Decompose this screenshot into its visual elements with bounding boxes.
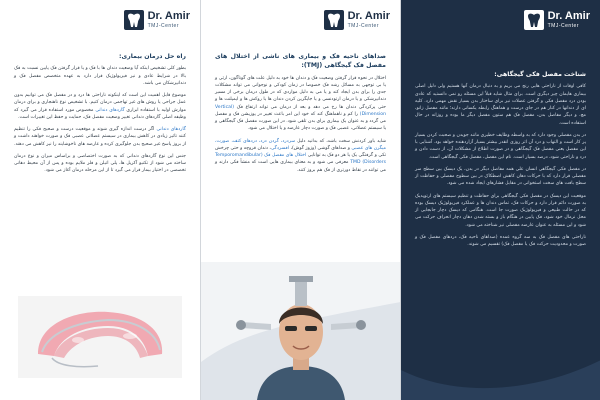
right-page [400,0,600,400]
brand-subtitle: TMJ-Center [347,23,380,29]
tooth-logo-icon [524,10,544,30]
highlight-dental-guards: گاردهای دندانی [95,107,125,113]
left-text-column [14,52,186,180]
brand-subtitle: TMJ-Center [147,23,180,29]
middle-paragraph-1: اختلال در نحوه قرار گرفتن وضعیت فک و دندان ها خود به دلیل علت های گوناگون، ارثی و یا بی توجهی به مسائل رشد فک خصوصا در زمان کودکی و نوجوانی می تواند مشکلات جدی را برای بدن ایجاد کند و یا می به دلیل مواردی که در طول درمان برخی از مسیر دندانپزشکی و یا درمان ارتودنسی و یا جایگزین کردن دندان ها یا روکش ها و ایمپلنت ها و حتی پرکردگی دندان ها رخ می دهد و بعد از درمان می تواند ارتفاع فک (Vertical Dimension) را کم و ناهماهنگ کند که خود این امر باعث تغییر در پوزیشن فک و مفصل می گردد و به عنوان یک بیماری برای بدن تلقی شود. در این صورت مفصل فک گیجگاهی و یا سیستم عضلانی، عصبی فک و صورت دچار عارضه و یا اختلال می شود. [215,75,386,132]
brand-subtitle: TMJ-Center [547,23,580,29]
decorative-curve [401,330,600,400]
right-paragraph-2: در بدن مفصلی وجود دارد که به واسطه وظایف خطیری مانند جویدن و صحبت کردن بسیار پر کار است و التهاب و درد آن اثر روزی انقدر بیشتر بسیار آزاردهنده خواهد بود. آشنایی با این مفصل یعنی مفصل فک گیجگاهی و در صورت اطلاع از مشکلات آن، از دست دادن و درد و ناراحتی شود، درصد بسیار است. نام این مفصل، مفصل فکی گیجگاهی است. [415,132,586,160]
patient-photo [201,262,400,400]
left-paragraph-2: موضوع قابل اهمیت این است که اینکونه ناراحتی ها درد و در مفصل فک می توانیم بدون عمل جراحی یا روش های غیر تهاجمی درمان کنیم. با تشخیص نوع ناهنجاری و برای درمان موارش اولیه با استفاده ابزاری گاردهای دندانی مخصوص مورد استفاده قرار می گیرد که وظیفه اصلی گاردهای دندانی تغییر وضعیت مفصل فک، حمایت و حفظ این تغییرات است. [14,93,186,120]
highlight-vertical-dimension: (Vertical Dimension) [215,104,386,117]
right-heading: شناخت مفصل فکی گیجگاهی: [494,71,586,78]
left-paragraph-3: گاردهای دندانی اگر درست اندازه گیری شوند و موقعیت درست و صحیح فکی را تنظیم کنند تاثیر زیادی در کاهش بیماری در سیستم عضلانی عصبی فک و صورت خواهند داشت و از بروز پاسخ غیر صحیح بدن جلوگیری کرده و عارضه های ناخوشایند را نیز کاهش می دهند. [14,127,186,147]
tooth-logo-icon [124,10,144,30]
left-paragraph-4: جنس این نوع گاردهای دندانی که به صورت اختصاصی و براساس میزان و نوع درمان ساخته می شود از تکنیو آکریل ها، پلی اتیلن و فلز ملایم بوده و پس از آن محیط دهانی تخصصی در اختیار بیمار قرار می گیرد تا از این مرحله درمان آغاز می شود. [14,153,186,174]
middle-text-column [215,52,386,179]
brand-logo [524,8,590,32]
tooth-logo-icon [324,10,344,30]
right-paragraph-1: کافی اوقات از ناراحتی هایی رنج می بریم و به دنبال درمان آنها هستیم ولی دلیل اصلی بیماری هایمان چیز دیگری است. برای مثال شاید قبلاً این مسئله رو نمی دانستید که عادی بودن درد مفصل فکی و گرفتن عضلات نیز برای ساختار بدن بسیار نقش مهمی دارد. کلیه ای از دندانها در کنار هم در جای درست و هماهنگ رابطه یکسانی دارند؛ مانند مفصل زانو، مچ، و دیگر مفاصل بدن، مفصل فک هم ستون مفصل دیگر ما بوده و روزانه در حال استفاده است. [415,84,586,126]
right-text-column [415,70,586,253]
dental-guard-photo [18,296,182,378]
highlight-dental-guards-2: گاردهای دندانی [156,127,186,133]
brand-logo [124,8,190,32]
middle-heading: صداهای ناحیه فک و بیماری های ناشی از اختلال های مفصل فک گیجگاهی (TMJ): [215,53,386,70]
brand-name: Dr. Amir [147,10,190,22]
right-paragraph-5: ناراحتی های مفصل فک به سه گروه عمده (صداهای ناحیه فک، دردهای مفصل فک و صورت و محدودیت حرکت فک یا مفصل فک) تقسیم می شوند. [415,234,586,248]
brand-logo [324,8,390,32]
right-paragraph-4: موقعیت این دیسک در مفصل فکی گیجگاهی برای حفاظت و تنظیم سیستم های ارتوپدیک به صورت دائم قرار دارد و حرکات فک، تماس دندان ها و عملکرد فیزیولوژیک دیسک بوده که در حالت طبیعی و فیزیولوژیک صورت جا است. هنگامی که دیسک دچار جابجایی از محل نرمال خود شود، فک پایین در هنگام باز و بسته شدن دهان دچار انحراف حرکت می شود و این مسئله به عنوان عارضه مفصلی نیز شناخته می شود. [415,193,586,228]
right-paragraph-3: در مفصل فکی گیجگاهی انسان علی همه مفاصل دیگر در بدن، یک دیسک بین سطح سر مفصلی قرار دارد که با حرکات دهان کاهش اصطکاک در بین سطوح مفصلی و حفاظت از سطح بافت های سخت استخوانی در مقابل فشارهای ایجاد شده می شود. [415,166,586,187]
left-paragraph-1: بطور کلی تشخیص اینکه آیا وضعیت دندان ها با فک و یا قرار گرفتن فک پایین نسبت به فک بالا در شرایط عادی و نیز فیزیولوژیک قرار دارد به عهده متخصص مفصل فک و دندانپزشکان می باشد. [14,66,186,86]
middle-page [200,0,400,400]
left-heading: راه حل درمان بیماری: [119,53,186,60]
middle-paragraph-2: شاید باور کردنش سخت باشد، که بدانید دلیل سردرد، گردن درد، دردهای کتف، صورت، میگرن های عصبی و صداهای گوشی (وزوز گوش)، افسردگی، دندان قروچه و حتی چرخش تکی و گرفتگی یک یا هر دو فک به توانایی اختلال های مفصل فک (Temporomandibular Disorders) TMD معرفی می شود و به معنای بیماری هایی است که منشأ فکی دارند و می توانند در نقاط دورتری از فک هم بروز کنند. [215,138,387,173]
brand-name: Dr. Amir [347,10,390,22]
left-page [0,0,200,400]
brand-name: Dr. Amir [547,10,590,22]
